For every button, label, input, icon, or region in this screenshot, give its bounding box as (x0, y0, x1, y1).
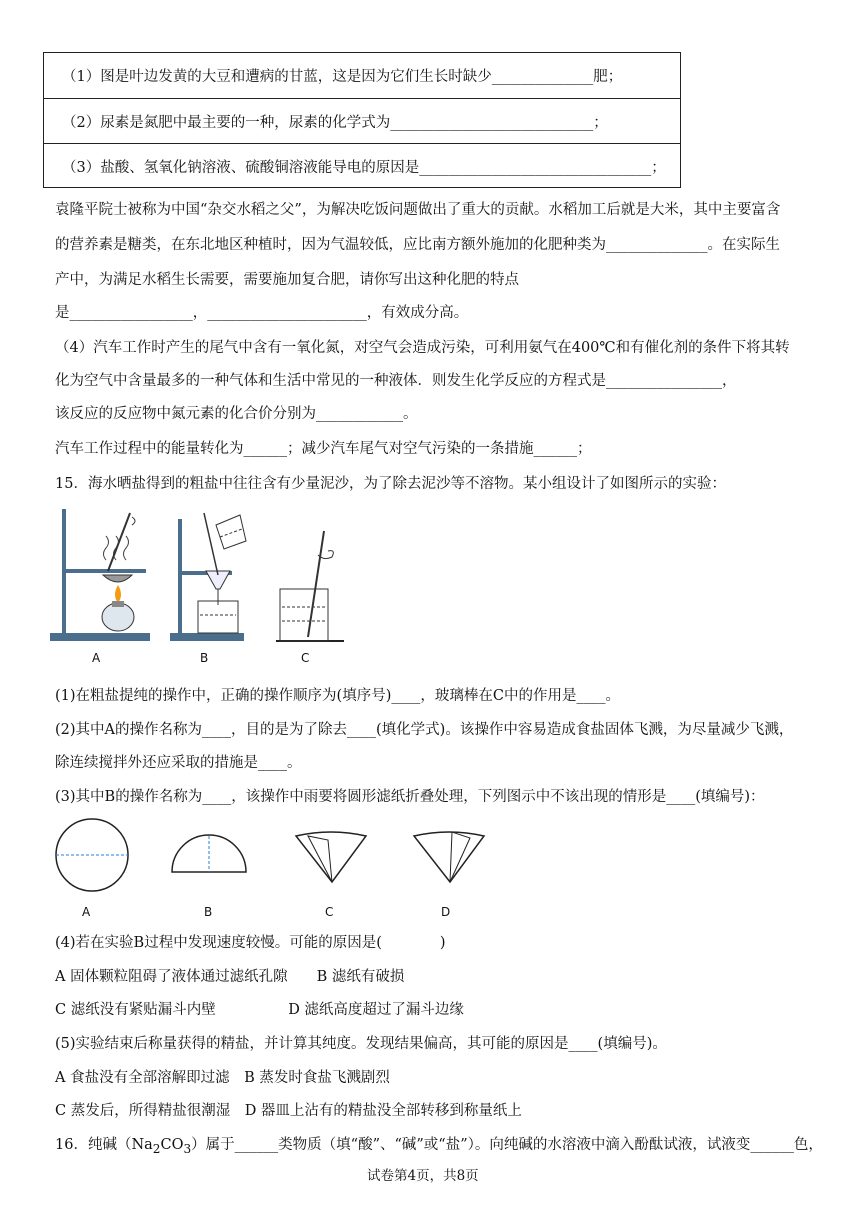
sub-question-5: (5)实验结束后称量获得的精盐，并计算其纯度。发现结果偏高，其可能的原因是____(填编号)。 (55, 1036, 667, 1052)
option-line: A 食盐没有全部溶解即过滤 B 蒸发时食盐飞溅剧烈 (55, 1070, 390, 1086)
paragraph-line: 汽车工作过程中的能量转化为______；减少汽车尾气对空气污染的一条措施______； (55, 441, 592, 457)
sub-question-3: (3)其中B的操作名称为____，该操作中雨要将圆形滤纸折叠处理，下列图示中不该出现的情形是____(填编号)： (55, 789, 765, 805)
option-line: C 蒸发后，所得精盐很潮湿 D 器皿上沾有的精盐没全部转移到称量纸上 (55, 1103, 522, 1119)
paragraph-line: 的营养素是糖类，在东北地区种植时，因为气温较低，应比南方额外施加的化肥种类为______________。在实际生 (55, 237, 780, 253)
option-line: C 滤纸没有紧贴漏斗内壁 D 滤纸高度超过了漏斗边缘 (55, 1002, 464, 1018)
table-row: （2）尿素是氮肥中最主要的一种，尿素的化学式为____________________________； (44, 99, 680, 144)
paper-label: C (325, 905, 334, 919)
apparatus-label: A (92, 651, 101, 665)
apparatus-label: B (200, 651, 209, 665)
paragraph-line: 是_________________，______________________，有效成分高。 (55, 305, 469, 321)
sub-question-2-cont: 除连续搅拌外还应采取的措施是____。 (55, 755, 302, 771)
paragraph-line: 该反应的反应物中氮元素的化合价分别为____________。 (55, 406, 418, 422)
sub-question-2: (2)其中A的操作名称为____，目的是为了除去____(填化学式)。该操作中容易造成食盐固体飞溅，为尽量减少飞溅， (55, 722, 794, 738)
paragraph-line: 化为空气中含量最多的一种气体和生活中常见的一种液体．则发生化学反应的方程式是________________， (55, 373, 737, 389)
page-footer: 试卷第4页，共8页 (367, 1168, 479, 1184)
apparatus-label: C (301, 651, 310, 665)
table-row: （3）盐酸、氢氧化钠溶液、硫酸铜溶液能导电的原因是________________________________； (62, 159, 666, 176)
paper-label: B (204, 905, 213, 919)
paper-label: A (82, 905, 91, 919)
option-line: A 固体颗粒阻碍了液体通过滤纸孔隙 B 滤纸有破损 (55, 969, 405, 985)
apparatus-filtration-figure (168, 505, 248, 645)
sub-question-1: (1)在粗盐提纯的操作中，正确的操作顺序为(填序号)____，玻璃棒在C中的作用是____。 (55, 688, 620, 704)
apparatus-dissolving-figure (274, 525, 346, 645)
filter-paper-cone-c-figure (294, 830, 368, 886)
paragraph-line: （4）汽车工作时产生的尾气中含有一氧化氮，对空气会造成污染，可利用氨气在400℃和有催化剂的条件下将其转 (55, 340, 790, 356)
question-table (43, 52, 681, 188)
question-16-stem: 16．纯碱$(Na_2CO_3)$属于______类物质（填“酸”、“碱”或“盐”）。向纯碱的水溶液中滴入酚酞试液，试液变______色， (55, 1137, 823, 1156)
apparatus-evaporation-figure (48, 505, 158, 645)
paragraph-line: 产中，为满足水稻生长需要，需要施加复合肥，请你写出这种化肥的特点 (55, 272, 519, 288)
paper-label: D (441, 905, 451, 919)
sub-question-4: (4)若在实验B过程中发现速度较慢。可能的原因是( ) (55, 935, 446, 951)
table-row: （1）图是叶边发黄的大豆和遭病的甘蓝，这是因为它们生长时缺少______________肥； (44, 53, 680, 99)
question-15-stem: 15．海水晒盐得到的粗盐中往往含有少量泥沙，为了除去泥沙等不溶物。某小组设计了如图所示的实验： (55, 476, 726, 492)
filter-paper-cone-d-figure (412, 830, 486, 886)
filter-paper-half-figure (168, 828, 250, 878)
paragraph-line: 袁隆平院士被称为中国“杂交水稻之父”，为解决吃饭问题做出了重大的贡献。水稻加工后就是大米，其中主要富含 (55, 202, 781, 218)
filter-paper-circle-figure (52, 815, 132, 895)
